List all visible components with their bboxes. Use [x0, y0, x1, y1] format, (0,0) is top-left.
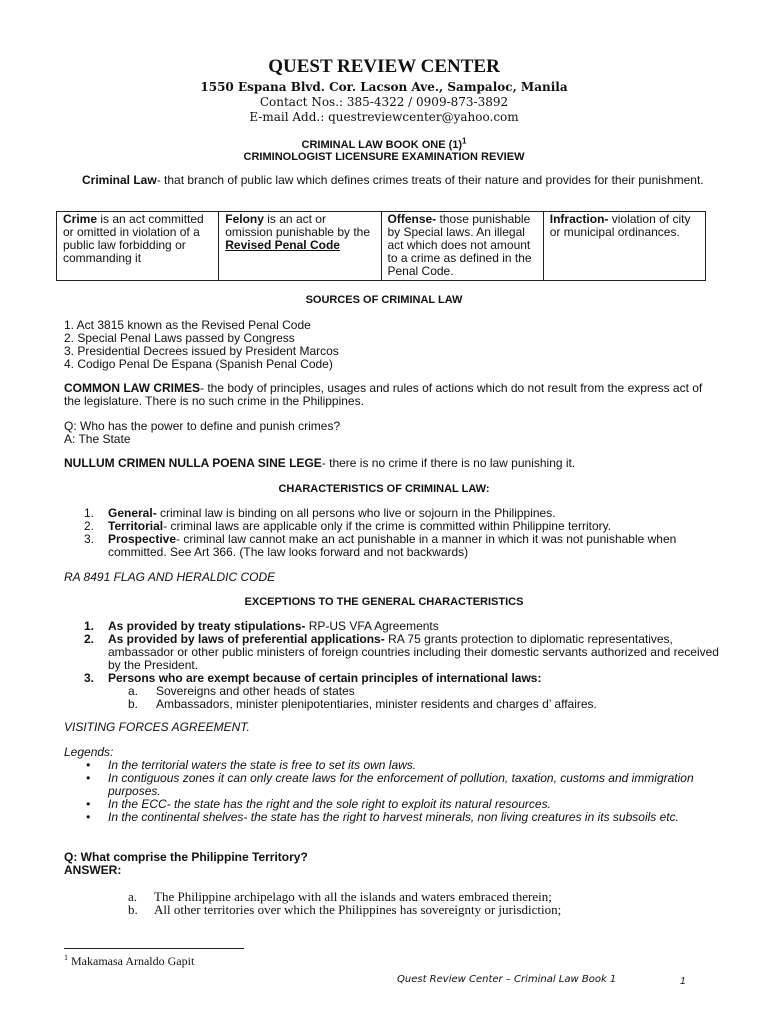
- list-item: • In the territorial waters the state is free to set its own laws.: [86, 758, 417, 772]
- sources-heading: SOURCES OF CRIMINAL LAW: [305, 294, 463, 306]
- exceptions-list: [84, 620, 724, 711]
- legends-label: Legends:: [64, 745, 114, 759]
- footnote-divider: [64, 948, 244, 949]
- list-item: b. All other territories over which the Philippines has sovereignty or jurisdiction;: [128, 902, 562, 917]
- center-address: 1550 Espana Blvd. Cor. Lacson Ave., Sampaloc, Manila: [200, 80, 568, 94]
- characteristics-heading: CHARACTERISTICS OF CRIMINAL LAW:: [278, 483, 490, 495]
- list-item: a. Sovereigns and other heads of states: [128, 684, 355, 698]
- ra-8491: RA 8491 FLAG AND HERALDIC CODE: [64, 570, 276, 584]
- list-item: 1. General- criminal law is binding on all persons who live or sojourn in the Philippines.: [84, 506, 556, 520]
- list-item: 2. Territorial- criminal laws are applicable only if the crime is committed within Philippine territory.: [84, 519, 612, 533]
- page-footer: Quest Review Center – Criminal Law Book 1: [397, 974, 617, 985]
- question: Q: What comprise the Philippine Territory?: [64, 850, 308, 864]
- def-crime: Crime is an act committed or omitted in violation of a public law forbidding or commanding it: [57, 212, 219, 281]
- list-item: • In the continental shelves- the state has the right to harvest minerals, non living creatures in its subsoils etc.: [86, 810, 679, 824]
- doc-title: CRIMINAL LAW BOOK ONE $(1)^1$: [301, 136, 467, 151]
- list-item: 3. Presidential Decrees issued by President Marcos: [64, 344, 339, 358]
- list-item: 1. Act 3815 known as the Revised Penal Code: [64, 318, 311, 332]
- list-item: 2. As provided by laws of preferential applications- RA 75 grants protection to diplomatic representatives, ambassador or other public ministers of foreign countries including their domestic servants authorized and received by the President.: [84, 632, 719, 672]
- list-item: 2. Special Penal Laws passed by Congress: [64, 331, 295, 345]
- def-offense: Offense- those punishable by Special laws. An illegal act which does not amount to a crime as defined in the Penal Code.: [381, 212, 543, 281]
- center-email: E-mail Add.: questreviewcenter@yahoo.com: [249, 110, 519, 124]
- list-item: 3. Prospective- criminal law cannot make an act punishable in a manner in which it was not punishable when committed. See Art 366. (The law looks forward and not backwards): [84, 532, 677, 559]
- center-name: QUEST REVIEW CENTER: [268, 56, 500, 77]
- list-item: • In the ECC- the state has the right and the sole right to exploit its natural resources.: [86, 797, 551, 811]
- list-item: 1. As provided by treaty stipulations- RP-US VFA Agreements: [84, 619, 439, 633]
- visiting-forces-agreement: VISITING FORCES AGREEMENT.: [64, 720, 250, 734]
- list-item: 4. Codigo Penal De Espana (Spanish Penal Code): [64, 357, 333, 371]
- sources-list: [64, 319, 704, 371]
- definitions-table: [56, 211, 706, 281]
- territory-answers: [128, 890, 768, 916]
- answer-label: ANSWER:: [64, 863, 122, 877]
- table-row: [57, 212, 706, 281]
- def-infraction: Infraction- violation of city or municipal ordinances.: [543, 212, 705, 281]
- exceptions-heading: EXCEPTIONS TO THE GENERAL CHARACTERISTICS: [244, 596, 524, 608]
- qa-territory: [64, 851, 704, 877]
- legends-list: [86, 759, 726, 824]
- question: Q: Who has the power to define and punish crimes?: [64, 419, 341, 433]
- list-item: 3. Persons who are exempt because of certain principles of international laws:: [84, 671, 542, 685]
- qa-power: [64, 420, 704, 446]
- center-contact: Contact Nos.: 385-4322 / 0909-873-3892: [259, 95, 509, 109]
- criminal-law-definition: Criminal Law- that branch of public law which defines crimes treats of their nature and provides for their punishment.: [82, 173, 704, 187]
- characteristics-list: [84, 507, 724, 559]
- footnote: $^1$ Makamasa Arnaldo Gapit: [64, 953, 195, 968]
- nullum-crimen: NULLUM CRIMEN NULLA POENA SINE LEGE- there is no crime if there is no law punishing it.: [64, 456, 576, 470]
- answer: A: The State: [64, 432, 131, 446]
- common-law-crimes: COMMON LAW CRIMES- the body of principles, usages and rules of actions which do not result from the express act of the legislature. There is no such crime in the Philippines.: [64, 381, 703, 408]
- list-item: • In contiguous zones it can only create laws for the enforcement of pollution, taxation, customs and immigration purposes.: [86, 771, 694, 798]
- list-item: a. The Philippine archipelago with all the islands and waters embraced therein;: [128, 889, 552, 904]
- def-felony: Felony is an act or omission punishable by the Revised Penal Code: [219, 212, 381, 281]
- list-item: b. Ambassadors, minister plenipotentiaries, minister residents and charges d’ affaires.: [128, 697, 597, 711]
- page-number: 1: [680, 976, 686, 987]
- doc-subtitle: CRIMINOLOGIST LICENSURE EXAMINATION REVIEW: [243, 151, 525, 163]
- footnote-ref: 1: [462, 136, 467, 146]
